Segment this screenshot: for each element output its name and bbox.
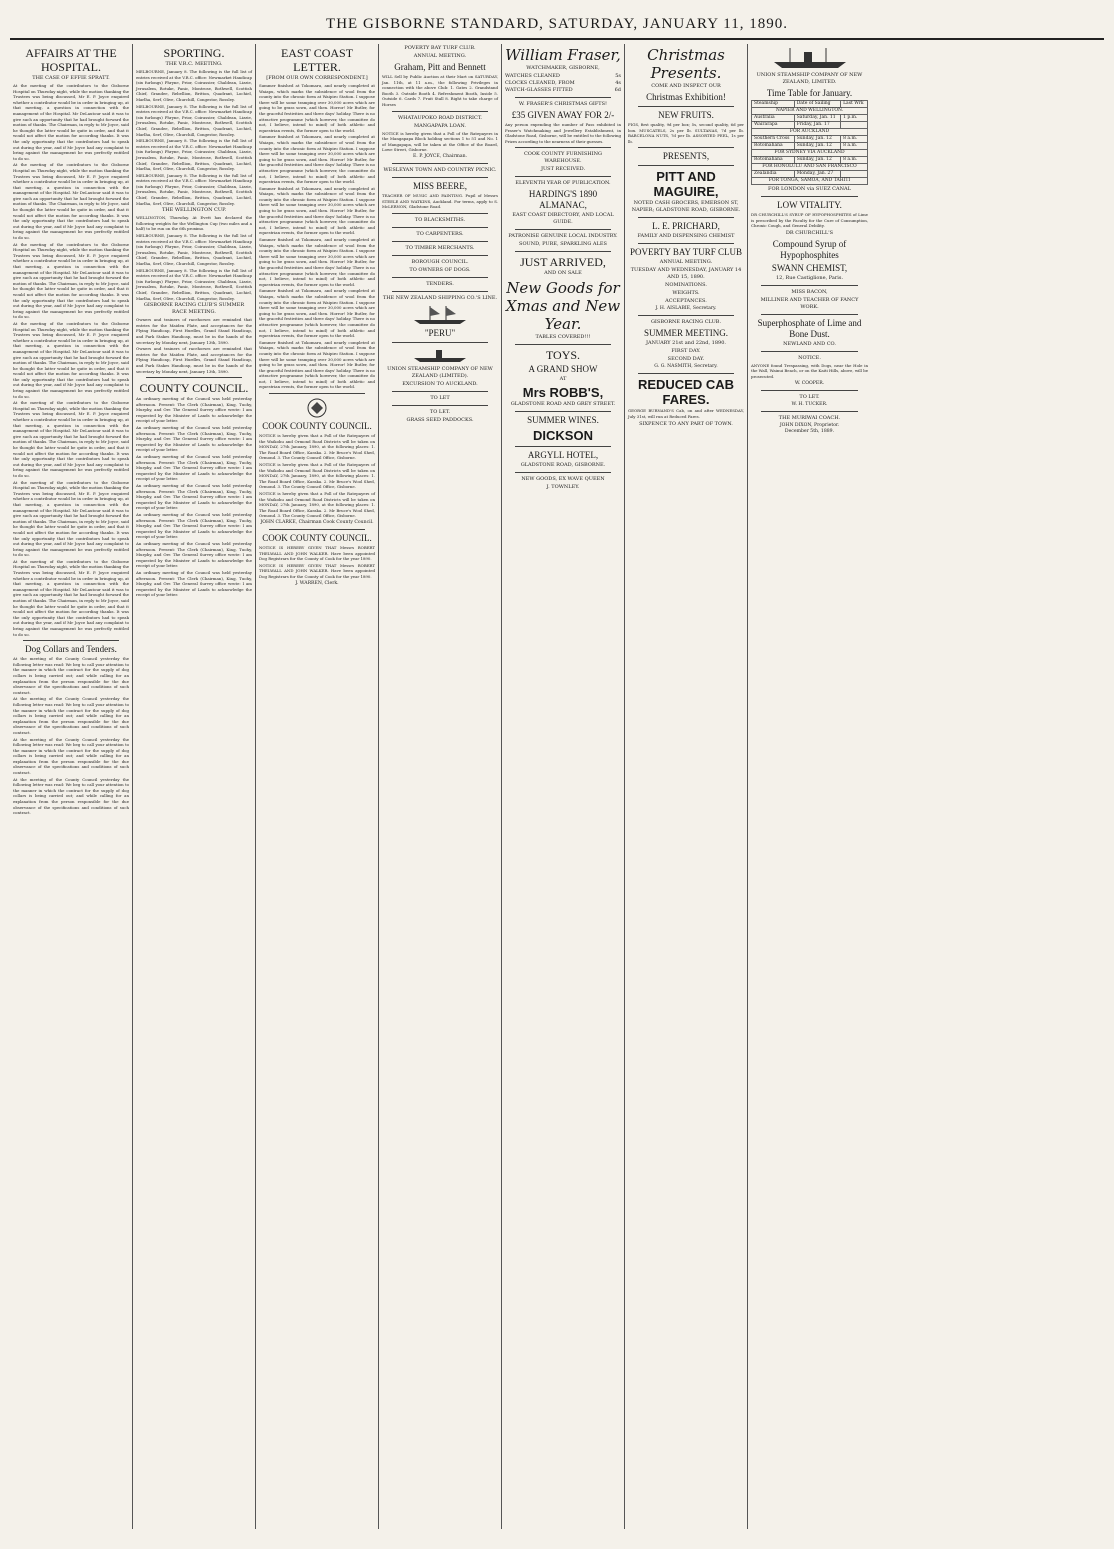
table-cell: Sunday, Jan. 12 — [794, 143, 840, 150]
summer-wines-heading: SUMMER WINES. — [527, 415, 599, 426]
dog-collars-body-cont3: At the meeting of the County Council yesterday the following letter was read: We beg to call your attention to the manner in which the contract for the supply of dog collars is being carried out; and while calling for an explanation from the person responsible for the due observance of the specifications and conditions of such contract. — [13, 776, 129, 816]
price-row — [505, 87, 621, 94]
table-header-row — [752, 101, 868, 108]
divider — [515, 446, 611, 447]
divider — [392, 342, 488, 343]
table-row — [752, 122, 868, 129]
table-cell: Saturday, Jan. 11 — [794, 115, 840, 122]
new-fruits-heading: NEW FRUITS. — [658, 110, 714, 120]
mrs-robbs: Mrs ROBB'S, — [522, 385, 604, 401]
to-let-heading-3: TO LET. — [799, 393, 820, 400]
divider — [515, 229, 611, 230]
table-cell: Sunday, Jan. 12 — [794, 136, 840, 143]
timetable — [751, 100, 868, 185]
divider — [392, 405, 488, 406]
hospital-heading: AFFAIRS AT THE HOSPITAL. — [25, 46, 117, 74]
on-sale: AND ON SALE — [544, 270, 582, 277]
turf-club-annual: ANNUAL MEETING. — [659, 259, 713, 266]
muriwai-coach-heading: THE MURIWAI COACH. — [778, 414, 841, 421]
divider — [392, 111, 488, 112]
county-council-body-cont2: An ordinary meeting of the Council was held yesterday afternoon. Present: The Clerk (Chairman), King, Tuohy, Murphy, and Orr. The General Survey office wrote: I am requested by the Minister of Lands to acknowledge the receipt of your letter. — [136, 454, 252, 482]
divider — [761, 314, 858, 315]
table-section-cell: FOR HONOLULU AND SAN FRANCISCO — [752, 164, 868, 171]
summer-meeting: SUMMER MEETING. — [643, 328, 728, 339]
columns — [10, 44, 1104, 1529]
nasmith-signature: G. G. NASMITH, Secretary. — [654, 364, 718, 370]
dixon-signature: JOHN DIXON, Proprietor. — [779, 422, 840, 428]
county-council-body-cont5: An ordinary meeting of the Council was held yesterday afternoon. Present: The Clerk (Chairman), King, Tuohy, Murphy, and Orr. The General Survey office wrote: I am requested by the Minister of Lands to acknowledge the receipt of your letter. — [136, 540, 252, 569]
hospital-body-cont2: At the meeting of the contributors to the Gisborne Hospital on Thursday night, while the motion thanking the Trustees was being discussed, Mr E. P. Joyce enquired whether a contributor would be in order in bringing up, at that meeting, a question in connection with the management of the Hospital. Mr DeLautour said it was to give such an opportunity that he had brought forward the motion of thanks. The Chairman, in reply to Mr Joyce, said he thought the latter would be quite in order, and that it would not affect the motion for according thanks. It was the only opportunity that the contributors had to speak out during the year, and if Mr Joyce had any complaint to bring against the management he was perfectly entitled to do so. — [13, 241, 129, 320]
miss-beere-body: TEACHER OF MUSIC AND PAINTING. Pupil of Messrs STEELE AND WATKINS, Auckland. For terms, apply to S. McLERNON, Gladstone Road. — [382, 192, 498, 210]
christmas-gifts-heading: W. FRASER'S CHRISTMAS GIFTS! — [518, 101, 608, 107]
divider — [392, 391, 488, 392]
divider — [392, 227, 488, 228]
miss-beere-heading: MISS BEERE, — [412, 180, 467, 191]
table-row — [752, 157, 868, 164]
miss-bacon-subheading: MILLINER AND TEACHER OF FANCY WORK. — [760, 296, 859, 310]
divider — [515, 176, 611, 177]
mangapapa-signature: E. P. JOYCE, Chairman. — [412, 153, 468, 159]
table-row — [752, 150, 868, 157]
dog-collars-body: At the meeting of the County Council yesterday the following letter was read: We beg to call your attention to the manner in which the contract for the supply of dog collars is being carried out; and while calling for an explanation from the person responsible for the due observance of the specifications and conditions of such contract. — [13, 656, 129, 695]
churchill-heading: DR CHURCHILL'S — [785, 229, 834, 236]
divider — [515, 97, 611, 98]
furnishing-heading: COOK COUNTY FURNISHING WAREHOUSE. — [523, 151, 602, 165]
tables-covered: TABLES COVERED!!! — [535, 334, 591, 341]
summer-meeting-dates: JANUARY 21st and 22nd, 1890. — [646, 340, 726, 347]
to-let-heading-2: TO LET. — [429, 408, 451, 415]
divider — [638, 106, 734, 107]
christmas-exhibition: Christmas Exhibition! — [646, 92, 726, 102]
toys-heading: TOYS. — [545, 348, 581, 363]
divider — [761, 411, 858, 412]
county-council-body-cont3: An ordinary meeting of the Council was held yesterday afternoon. Present: The Clerk (Chairman), King, Tuohy, Murphy, and Orr. The General Survey office wrote: I am requested by the Minister of Lands to acknowledge the receipt of your letter. — [136, 483, 252, 511]
price-row — [505, 73, 621, 80]
cab-fares-body: GEORGE BURNAND'S Cab, on and after WEDNESDAY, July 31st, will run at Reduced Fares. — [628, 408, 744, 419]
east-coast-subheading: [FROM OUR OWN CORRESPONDENT.] — [266, 75, 368, 81]
east-coast-body-cont5: Summer finished at Tokomaru, and nearly completed at Waiapu, which marks the subsidence of wool from the county into the chronic form at Waipiro Station. I suppose there will be some tramping over 30,000 acres which are going to be grass sown, and then. Horror! Mr Butler, for the graceful festivities and three days' holiday. There is no attractive programme (which however, the committee do not, I believe, intend to mind) of both athletic and equestrian events, the former open to the world. — [259, 339, 375, 390]
table-cell: Southern Cross — [752, 136, 795, 143]
table-header-cell: Last Wrk — [841, 101, 868, 108]
east-coast-body-cont4: Summer finished at Tokomaru, and nearly completed at Waiapu, which marks the subsidence of wool from the county into the chronic form at Waipiro Station. I suppose there will be some tramping over 30,000 acres which are going to be grass sown, and then. Horror! Mr Butler, for the graceful festivities and three days' holiday. There is no attractive programme (which however, the committee do not, I believe, intend to mind) of both athletic and equestrian events, the former open to the world. — [259, 288, 375, 339]
divider — [392, 163, 488, 164]
turf-club-heading: POVERTY BAY TURF CLUB. — [404, 45, 476, 51]
wellington-cup-body-cont2: MELBOURNE, January 8. The following is the full list of entries received at the V.R.C. office: Newmarket Handicap (six furlongs) Phryne, Prior, Coirassier, Chaldean, Lizzie, Jerusalem, Rotuke, Panic, Montrose, Bothwell, Scottish Chief, Grandee, Rebellion, Britton, Quadrant, Lochiel, Marlha, Serf, Olive, Churchill, Congestor, Rossley. — [136, 267, 252, 301]
county-council-body: An ordinary meeting of the Council was held yesterday afternoon. Present: The Clerk (Chairman), King, Tuohy, Murphy, and Orr. The General Survey office wrote: I am requested by the Minister of Lands to acknowledge the receipt of your letter. — [136, 396, 252, 424]
mangapapa-body: NOTICE is hereby given that a Poll of the Ratepayers in the Mangapapa Block holding sections 1 to 51 and No. 1 of Mangapapa, will be taken at the Office of the Board, Lowe Street, Gisborne. — [382, 130, 498, 153]
tucker-signature: W. H. TUCKER. — [791, 401, 828, 407]
swann-address: 12, Rue Castiglione, Paris. — [775, 274, 844, 281]
newspaper-page — [10, 10, 1104, 1529]
divider — [392, 213, 488, 214]
divider — [269, 529, 365, 530]
london-suez: FOR LONDON via SUEZ CANAL — [768, 186, 851, 192]
almanac-subtitle: EAST COAST DIRECTORY, AND LOCAL GUIDE. — [512, 212, 614, 226]
table-cell: Friday, Jan. 17 — [794, 122, 840, 129]
table-cell: Rotomahana — [752, 143, 795, 150]
hospital-body-cont6: At the meeting of the contributors to the Gisborne Hospital on Thursday night, while the motion thanking the Trustees was being discussed, Mr E. P. Joyce enquired whether a contributor would be in order in bringing up, at that meeting, a question in connection with the management of the Hospital. Mr DeLautour said it was to give such an opportunity that he had brought forward the motion of thanks. The Chairman, in reply to Mr Joyce, said he thought the latter would be quite in order, and that it would not affect the motion for according thanks. It was the only opportunity that the contributors had to speak out during the year, and if Mr Joyce had any complaint to bring against the management he was perfectly entitled to do so. — [13, 558, 129, 637]
price-item: WATCH-GLASSES FITTED — [505, 87, 573, 93]
divider — [638, 147, 734, 148]
table-row — [752, 164, 868, 171]
ales-subheading: SOUND, PURE, SPARKLING ALES — [519, 241, 607, 248]
ship-name: "PERU" — [424, 327, 456, 338]
county-council-heading: COUNTY COUNCIL. — [139, 381, 249, 396]
whataupoko-heading: WHATAUPOKO ROAD DISTRICT. — [397, 114, 483, 121]
divider — [392, 255, 488, 256]
eleventh-year: ELEVENTH YEAR OF PUBLICATION. — [515, 180, 611, 187]
divider — [515, 344, 611, 345]
vrc-body-cont2: MELBOURNE, January 8. The following is the full list of entries received at the V.R.C. office: Newmarket Handicap (six furlongs) Phryne, Prior, Coirassier, Chaldean, Lizzie, Jerusalem, Rotuke, Panic, Montrose, Bothwell, Scottish Chief, Grandee, Rebellion, Britton, Quadrant, Lochiel, Marlha, Serf, Olive, Churchill, Congestor, Rossley. — [136, 138, 252, 172]
east-coast-body-cont3: Summer finished at Tokomaru, and nearly completed at Waiapu, which marks the subsidence of wool from the county into the chronic form at Waipiro Station. I suppose there will be some tramping over 30,000 acres which are going to be grass sown, and then. Horror! Mr Butler, for the graceful festivities and three days' holiday. There is no attractive programme (which however, the committee do not, I believe, intend to mind) of both athletic and equestrian events, the former open to the world. — [259, 237, 375, 287]
table-cell: 1 p.m. — [841, 115, 868, 122]
hospital-body-cont: At the meeting of the contributors to the Gisborne Hospital on Thursday night, while the motion thanking the Trustees was being discussed, Mr E. P. Joyce enquired whether a contributor would be in order in bringing up, at that meeting, a question in connection with the management of the Hospital. Mr DeLautour said it was to give such an opportunity that he had brought forward the motion of thanks. The Chairman, in reply to Mr Joyce, said he thought the latter would be quite in order, and that it would not affect the motion for according thanks. It was the only opportunity that the contributors had to speak out during the year, and if Mr Joyce had any complaint to bring against the management he was perfectly entitled to do so. — [13, 162, 129, 241]
vrc-body-cont: MELBOURNE, January 8. The following is the full list of entries received at the V.R.C. office: Newmarket Handicap (six furlongs) Phryne, Prior, Coirassier, Chaldean, Lizzie, Jerusalem, Rotuke, Panic, Montrose, Bothwell, Scottish Chief, Grandee, Rebellion, Britton, Quadrant, Lochiel, Marlha, Serf, Olive, Churchill, Congestor, Rossley. — [136, 103, 252, 137]
cook-county-council-heading-2: COOK COUNTY COUNCIL. — [262, 532, 372, 543]
low-vitality-body: DR CHURCHILL'S SYRUP OF HYPOPHOSPHITES of Lime is prescribed by the Faculty for the Cure of Consumption, Chronic Cough, and General Debility. — [751, 212, 868, 229]
superphosphate-heading: Superphosphate of Lime and Bone Dust. — [757, 317, 862, 339]
just-received: JUST RECEIVED. — [540, 166, 586, 173]
divider — [392, 291, 488, 292]
hospital-body-cont4: At the meeting of the contributors to the Gisborne Hospital on Thursday night, while the motion thanking the Trustees was being discussed, Mr E. P. Joyce enquired whether a contributor would be in order in bringing up, at that meeting, a question in connection with the management of the Hospital. Mr DeLautour said it was to give such an opportunity that he had brought forward the motion of thanks. The Chairman, in reply to Mr Joyce, said he thought the latter would be quite in order, and that it would not affect the motion for according thanks. It was the only opportunity that the contributors had to speak out during the year, and if Mr Joyce had any complaint to bring against the management he was perfectly entitled to do so. — [13, 400, 129, 478]
christmas-presents-heading: Christmas Presents. — [647, 46, 725, 82]
table-cell: Wairarapa — [752, 122, 795, 129]
vrc-body-cont3: MELBOURNE, January 8. The following is the full list of entries received at the V.R.C. office: Newmarket Handicap (six furlongs) Phryne, Prior, Coirassier, Chaldean, Lizzie, Jerusalem, Rotuke, Panic, Montrose, Bothwell, Scottish Chief, Grandee, Rebellion, Britton, Quadrant, Lochiel, Marlha, Serf, Olive, Churchill, Congestor, Rossley. — [136, 172, 252, 206]
gisborne-racing-subheading: GISBORNE RACING CLUB'S SUMMER RACE MEETING. — [143, 302, 245, 316]
column-5 — [502, 44, 625, 1529]
divider — [515, 251, 611, 252]
east-coast-heading: EAST COAST LETTER. — [280, 46, 354, 74]
almanac-title: HARDING'S 1890 ALMANAC, — [528, 189, 598, 211]
hospital-body-cont5: At the meeting of the contributors to the Gisborne Hospital on Thursday night, while the motion thanking the Trustees was being discussed, Mr E. P. Joyce enquired whether a contributor would be in order in bringing up, at that meeting, a question in connection with the management of the Hospital. Mr DeLautour said it was to give such an opportunity that he had brought forward the motion of thanks. The Chairman, in reply to Mr Joyce, said he thought the latter would be quite in order, and that it would not affect the motion for according thanks. It was the only opportunity that the contributors had to speak out during the year, and if Mr Joyce had any complaint to bring against the management he was perfectly entitled to do so. — [13, 479, 129, 558]
table-header-cell: Steamship — [752, 101, 795, 108]
notice-body: ANYONE found Trespassing, with Dogs, near the Hole in the Wall, Wainui Beach, or on the Kaiti Hills, above, will be prosecuted. — [751, 362, 868, 379]
dog-collars-body-cont2: At the meeting of the County Council yesterday the following letter was read: We beg to call your attention to the manner in which the contract for the supply of dog collars is being carried out; and while calling for an explanation from the person responsible for the due observance of the specifications and conditions of such contract. — [13, 736, 129, 776]
ship-icon — [410, 304, 470, 326]
divider — [638, 243, 734, 244]
hospital-subheading: THE CASE OF EFFIE SPRATT. — [32, 75, 110, 81]
mrs-robbs-address: GLADSTONE ROAD AND GREY STREET. — [510, 401, 616, 408]
inspect-subheading: COME AND INSPECT OUR — [651, 83, 721, 89]
divider — [761, 285, 858, 286]
cook-county-council-heading: COOK COUNTY COUNCIL. — [262, 421, 372, 432]
column-4 — [379, 44, 502, 1529]
county-council-body-cont6: An ordinary meeting of the Council was held yesterday afternoon. Present: The Clerk (Chairman), King, Tuohy, Murphy, and Orr. The General Survey office wrote: I am requested by the Minister of Lands to acknowledge the receipt of your letter. — [136, 569, 252, 598]
mangapapa-subheading: MANGAPAPA LOAN. — [413, 122, 466, 129]
divider — [515, 472, 611, 473]
table-section-cell: FOR AUCKLAND — [752, 129, 868, 136]
just-arrived-heading: JUST ARRIVED, — [520, 255, 606, 270]
low-vitality-heading: LOW VITALITY. — [777, 200, 842, 210]
turf-club-heading-2: POVERTY BAY TURF CLUB — [629, 247, 743, 258]
blacksmiths-heading: TO BLACKSMITHS. — [414, 216, 466, 223]
table-row — [752, 178, 868, 185]
prichard-heading: L. E. PRICHARD, — [652, 221, 720, 232]
divider — [761, 351, 858, 352]
price-row — [505, 80, 621, 87]
divider — [392, 277, 488, 278]
gisborne-racing-heading: GISBORNE RACING CLUB. — [650, 319, 722, 326]
timetable-heading: Time Table for January. — [766, 88, 853, 98]
column-2 — [133, 44, 256, 1529]
dog-registrars-signature: J. WARREN, Clerk. — [295, 580, 339, 586]
divider — [638, 315, 734, 316]
cook-county-council-body: NOTICE is hereby given that a Poll of the Ratepayers of the Waikohu and Ormond Road Districts will be taken on MONDAY, 27th January, 1890, at the following places: 1. The Road Board Office, Karaka. 2. Mr Bruce's Wool Shed, Ormond. 3. The County Council Office, Gisborne. — [259, 433, 375, 461]
cook-county-council-body-cont: NOTICE is hereby given that a Poll of the Ratepayers of the Waikohu and Ormond Road Districts will be taken on MONDAY, 27th January, 1890, at the following places: 1. The Road Board Office, Karaka. 2. Mr Bruce's Wool Shed, Ormond. 3. The County Council Office, Gisborne. — [259, 462, 375, 490]
east-coast-body-cont2: Summer finished at Tokomaru, and nearly completed at Waiapu, which marks the subsidence of wool from the county into the chronic form at Waipiro Station. I suppose there will be some tramping over 30,000 acres which are going to be grass sown, and then. Horror! Mr Butler, for the graceful festivities and three days' holiday. There is no attractive programme (which however, the committee do not, I believe, intend to mind) of both athletic and equestrian events, the former open to the world. — [259, 185, 375, 236]
dog-registrars-body-cont: NOTICE IS HEREBY GIVEN THAT Messrs ROBERT THELWALL AND JOHN WALKER. Have been appointed Dog Registrars for the County of Cook for the year 1890. — [259, 562, 375, 579]
owners-of-dogs-subheading: TO OWNERS OF DOGS. — [409, 266, 471, 273]
wesleyan-heading: WESLEYAN TOWN AND COUNTRY PICNIC. — [383, 166, 497, 173]
table-cell: Monday, Jan. 27 — [794, 171, 840, 178]
divider — [515, 147, 611, 148]
nz-shipping-heading: THE NEW ZEALAND SHIPPING CO.'S LINE. — [382, 294, 498, 301]
divider — [761, 196, 858, 197]
pitt-maguire-heading: PITT AND MAGUIRE, — [653, 169, 719, 200]
gisborne-racing-body: Owners and trainers of racehorses are reminded that entries for the Maiden Plate, and acceptances for the Flying Handicap, First Hurdles, Grand Stand Handicap, and Park Stakes Handicap, must be in the hands of the secretary by Monday next, January 13th, 1890. — [136, 317, 252, 345]
divider — [638, 373, 734, 374]
townley-footer: J. TOWNLEY. — [546, 484, 580, 491]
prichard-subheading: FAMILY AND DISPENSING CHEMIST — [637, 233, 735, 240]
new-goods-script: New Goods for Xmas and New Year. — [505, 279, 621, 334]
table-cell: 8 a.m. — [841, 157, 868, 164]
grass-seed-subheading: GRASS SEED PADDOCKS. — [406, 416, 474, 423]
price-value: 6d — [614, 87, 621, 93]
newland-subheading: NEWLAND AND CO. — [783, 340, 836, 347]
weights-label: WEIGHTS. — [672, 290, 700, 297]
price-item: CLOCKS CLEANED, FROM — [505, 80, 575, 86]
table-cell: Sunday, Jan. 12 — [794, 157, 840, 164]
cook-county-council-body-cont2: NOTICE is hereby given that a Poll of the Ratepayers of the Waikohu and Ormond Road Districts will be taken on MONDAY, 27th January, 1890, at the following places: 1. The Road Board Office, Karaka. 2. Mr Bruce's Wool Shed, Ormond. 3. The County Council Office, Gisborne. — [259, 491, 375, 519]
sporting-heading: SPORTING. — [163, 46, 225, 60]
price-value: 4s — [615, 80, 621, 86]
wave-queen-heading: NEW GOODS, EX WAVE QUEEN — [521, 476, 605, 483]
aislabie-signature: J. H. AISLABIE, Secretary. — [655, 306, 717, 312]
acceptances-label: ACCEPTANCES. — [665, 298, 707, 305]
christmas-gifts-body: Any person expending the number of Pass exhibited in Fraser's Watchmaking and Jewellery Establishment, in Gladstone Road, Gisborne, will be entitled to the following Prizes according to the nearness of their guesses. — [505, 122, 621, 144]
price-list — [505, 73, 621, 94]
first-day-label: FIRST DAY. — [671, 348, 701, 355]
column-7 — [748, 44, 871, 1529]
vrc-body: MELBOURNE, January 8. The following is the full list of entries received at the V.R.C. office: Newmarket Handicap (six furlongs) Phryne, Prior, Coirassier, Chaldean, Lizzie, Jerusalem, Rotuke, Panic, Montrose, Bothwell, Scottish Chief, Grandee, Rebellion, Britton, Quadrant, Lochiel, Marlha, Serf, Olive, Churchill, Congestor, Rossley. — [136, 69, 252, 102]
cab-fares-footer: SIXPENCE TO ANY PART OF TOWN. — [639, 420, 733, 427]
pitt-maguire-subheading: NOTED CASH GROCERS, EMERSON ST, NAPIER; GLADSTONE ROAD, GISBORNE. — [631, 200, 741, 214]
table-section-cell: FOR TONGA, SAMOA, AND TAHITI — [752, 178, 868, 185]
dog-collars-heading: Dog Collars and Tenders. — [25, 644, 117, 655]
notice-heading: NOTICE. — [798, 354, 821, 361]
divider — [392, 241, 488, 242]
divider — [515, 411, 611, 412]
table-cell — [841, 171, 868, 178]
auction-body: WILL Sell by Public Auction at their Mart on SATURDAY, Jan. 11th, at 11 a.m., the following Privileges in connection with the above Club: 1. Gates 2. Grandstand Booth 3. Outside Booth 4. Refreshment Booth, Inside 5. Outside 6. Cards 7. Fruit Stall 8. Right to take charge of Horses — [382, 74, 498, 107]
fraser-subheading: WATCHMAKER, GISBORNE, — [526, 65, 600, 71]
presents-heading: PRESENTS, — [662, 151, 710, 162]
table-section-cell: FOR SYDNEY VIA AUCKLAND — [752, 150, 868, 157]
table-row — [752, 171, 868, 178]
coach-date: December 5th, 1889. — [784, 428, 835, 434]
auctioneer-firm: Graham, Pitt and Bennett — [394, 62, 486, 72]
fraser-name: William Fraser, — [505, 46, 621, 64]
steamship-icon — [770, 46, 850, 70]
local-industry-heading: PATRONISE GENUINE LOCAL INDUSTRY. — [508, 233, 618, 240]
divider — [638, 217, 734, 218]
borough-council-heading: BOROUGH COUNCIL. — [411, 258, 469, 265]
union-steamship-heading: UNION STEAMSHIP COMPANY OF NEW ZEALAND (LIMITED). — [387, 365, 493, 379]
vrc-subheading: THE V.R.C. MEETING. — [165, 61, 223, 67]
at-label: AT — [559, 376, 567, 383]
price-value: 5s — [615, 73, 621, 79]
column-3 — [256, 44, 379, 1529]
timber-heading: TO TIMBER MERCHANTS. — [405, 244, 475, 251]
new-fruits-body: FIGS, first quality, 9d per box; 5s, second quality, 6d per box. MUSCATELS, 2s per lb. SULTANAS, 7d per lb. BARCELONA NUTS, 7d per lb. ASSORTED PEEL, 1s per lb. — [628, 122, 744, 144]
hospital-body-cont3: At the meeting of the contributors to the Gisborne Hospital on Thursday night, while the motion thanking the Trustees was being discussed, Mr E. P. Joyce enquired whether a contributor would be in order in bringing up, at that meeting, a question in connection with the management of the Hospital. Mr DeLautour said it was to give such an opportunity that he had brought forward the motion of thanks. The Chairman, in reply to Mr Joyce, said he thought the latter would be quite in order, and that it would not affect the motion for according thanks. It was the only opportunity that the contributors had to speak out during the year, and if Mr Joyce had any complaint to bring against the management he was perfectly entitled to do so. — [13, 320, 129, 399]
given-away-subheading: £35 GIVEN AWAY FOR 2/- — [511, 110, 615, 120]
table-cell: Rotomahana — [752, 157, 795, 164]
table-row — [752, 108, 868, 115]
grand-show: A GRAND SHOW — [528, 364, 598, 375]
cooper-signature: W. COOPER. — [794, 380, 825, 386]
wellington-cup-subheading: THE WELLINGTON CUP. — [161, 207, 227, 214]
divider — [23, 640, 119, 641]
table-row — [752, 129, 868, 136]
masthead: THE GISBORNE STANDARD, SATURDAY, JANUARY 11, 1890. — [10, 10, 1104, 40]
divider — [761, 390, 858, 391]
divider — [269, 393, 365, 394]
crest-icon — [297, 397, 337, 419]
table-cell: Australia — [752, 115, 795, 122]
cook-county-council-signature: JOHN CLARKE, Chairman Cook County Council. — [260, 519, 374, 525]
table-row — [752, 115, 868, 122]
east-coast-body-cont: Summer finished at Tokomaru, and nearly completed at Waiapu, which marks the subsidence of wool from the county into the chronic form at Waipiro Station. I suppose there will be some tramping over 30,000 acres which are going to be grass sown, and then. Horror! Mr Butler, for the graceful festivities and three days' holiday. There is no attractive programme (which however, the committee do not, I believe, intend to mind) of both athletic and equestrian events, the former open to the world. — [259, 134, 375, 185]
divider — [146, 377, 242, 378]
turf-club-subheading: ANNUAL MEETING. — [413, 53, 467, 59]
east-coast-body: Summer finished at Tokomaru, and nearly completed at Waiapu, which marks the subsidence of wool from the county into the chronic form at Waipiro Station. I suppose there will be some tramping over 30,000 acres which are going to be grass sown, and then. Horror! Mr Butler, for the graceful festivities and three days' holiday. There is no attractive programme (which however, the committee do not, I believe, intend to mind) of both athletic and equestrian events, the former open to the world. — [259, 83, 375, 133]
miss-bacon-heading: MISS BACON, — [791, 288, 828, 295]
county-council-body-cont: An ordinary meeting of the Council was held yesterday afternoon. Present: The Clerk (Chairman), King, Tuohy, Murphy, and Orr. The General Survey office wrote: I am requested by the Minister of Lands to acknowledge the receipt of your letter. — [136, 425, 252, 453]
price-item: WATCHES CLEANED — [505, 73, 560, 79]
argyll-hotel-address: GLADSTONE ROAD, GISBORNE. — [520, 462, 606, 469]
hospital-body: At the meeting of the contributors to the Gisborne Hospital on Thursday night, while the motion thanking the Trustees was being discussed, Mr E. P. Joyce enquired whether a contributor would be in order in bringing up, at that meeting, a question in connection with the management of the Hospital. Mr DeLautour said it was to give such an opportunity that he had brought forward the motion of thanks. The Chairman, in reply to Mr Joyce, said he thought the latter would be quite in order, and that it would not affect the motion for according thanks. It was the only opportunity that the contributors had to speak out during the year, and if Mr Joyce had any complaint to bring against the management he was perfectly entitled to do so. — [13, 83, 129, 161]
table-row — [752, 143, 868, 150]
steamship-icon — [410, 346, 470, 364]
table-row — [752, 136, 868, 143]
compound-syrup-heading: Compound Syrup of Hypophosphites — [772, 238, 847, 260]
divider — [638, 165, 734, 166]
table-section-cell: NAPIER AND WELLINGTON. — [752, 108, 868, 115]
union-steamship-heading: UNION STEAMSHIP COMPANY OF NEW ZEALAND, LIMITED. — [756, 72, 863, 85]
cab-fares-heading: REDUCED CAB FARES. — [637, 377, 735, 408]
nominations-label: NOMINATIONS. — [665, 282, 707, 289]
dog-collars-body-cont: At the meeting of the County Council yesterday the following letter was read: We beg to call your attention to the manner in which the contract for the supply of dog collars is being carried out; and while calling for an explanation from the person responsible for the due observance of the specifications and conditions of such contract. — [13, 696, 129, 735]
to-let-heading: TO LET — [430, 394, 450, 401]
dog-registrars-body: NOTICE IS HEREBY GIVEN THAT Messrs ROBERT THELWALL AND JOHN WALKER. Have been appointed Dog Registrars for the County of Cook for the year 1890. — [259, 544, 375, 562]
dickson-heading: DICKSON — [533, 428, 593, 444]
column-1 — [10, 44, 133, 1529]
second-day-label: SECOND DAY. — [667, 356, 705, 363]
swann-chemist: SWANN CHEMIST, — [771, 262, 848, 273]
gisborne-racing-body-cont: Owners and trainers of racehorses are reminded that entries for the Maiden Plate, and acceptances for the Flying Handicap, First Hurdles, Grand Stand Handicap, and Park Stakes Handicap, must be in the hands of the secretary by Monday next, January 13th, 1890. — [136, 346, 252, 374]
excursion-subheading: EXCURSION TO AUCKLAND. — [402, 380, 478, 387]
tenders-heading: TENDERS. — [426, 280, 454, 287]
divider — [392, 177, 488, 178]
argyll-hotel-heading: ARGYLL HOTEL, — [527, 450, 599, 461]
table-header-cell: Date of Sailing — [794, 101, 840, 108]
carpenters-heading: TO CARPENTERS. — [416, 230, 464, 237]
column-6 — [625, 44, 748, 1529]
table-cell: 8 a.m. — [841, 136, 868, 143]
wellington-cup-body: WELLINGTON, Thursday. At Evett has declared the following weights for the Wellington Cup (two miles and a half) to be run on the 6th proximo. — [136, 215, 252, 232]
table-cell — [841, 122, 868, 129]
wellington-cup-body-cont: MELBOURNE, January 8. The following is the full list of entries received at the V.R.C. office: Newmarket Handicap (six furlongs) Phryne, Prior, Coirassier, Chaldean, Lizzie, Jerusalem, Rotuke, Panic, Montrose, Bothwell, Scottish Chief, Grandee, Rebellion, Britton, Quadrant, Lochiel, Marlha, Serf, Olive, Churchill, Congestor, Rossley. — [136, 233, 252, 266]
table-cell: 8 a.m. — [841, 143, 868, 150]
turf-club-dates: TUESDAY AND WEDNESDAY, JANUARY 14 AND 15, 1890. — [630, 267, 742, 281]
table-cell: Zealandia — [752, 171, 795, 178]
county-council-body-cont4: An ordinary meeting of the Council was held yesterday afternoon. Present: The Clerk (Chairman), King, Tuohy, Murphy, and Orr. The General Survey office wrote: I am requested by the Minister of Lands to acknowledge the receipt of your letter. — [136, 511, 252, 540]
